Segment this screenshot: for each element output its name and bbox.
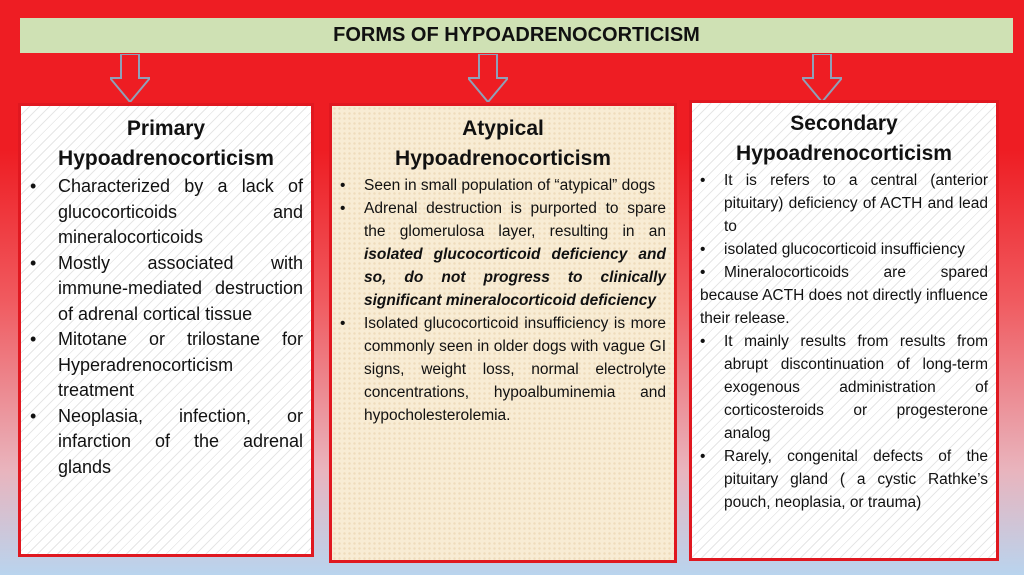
- list-item: • Rarely, congenital defects of the pituitary gland ( a cystic Rathke’s pouch, neoplasia, or trauma): [700, 448, 988, 511]
- list-item: • Mitotane or trilostane for Hyperadrenocorticism treatment: [30, 329, 303, 400]
- primary-heading: Primary Hypoadrenocorticism: [58, 117, 274, 170]
- list-item: • Adrenal destruction is purported to spare the glomerulosa layer, resulting in an isolated glucocorticoid deficiency and so, do not progress to clinically significant mineralocorticoid deficiency: [340, 200, 666, 309]
- primary-box: [18, 103, 314, 557]
- list-item: • Mineralocorticoids are spared because ACTH does not directly influence their release.: [700, 264, 988, 327]
- list-item: • Seen in small population of “atypical” dogs: [340, 177, 656, 194]
- atypical-heading: Atypical Hypoadrenocorticism: [395, 117, 611, 170]
- secondary-box: [689, 100, 999, 561]
- page-title: FORMS OF HYPOADRENOCORTICISM: [333, 24, 700, 46]
- arrow-down-icon: [802, 54, 842, 102]
- primary-list: [30, 174, 303, 480]
- list-item: • Neoplasia, infection, or infarction of the adrenal glands: [30, 405, 303, 477]
- atypical-list: [340, 174, 666, 427]
- arrow-down-icon: [110, 54, 150, 102]
- atypical-box: [329, 103, 677, 563]
- arrow-down-icon: [468, 54, 508, 102]
- title-bar: [20, 18, 1013, 53]
- list-item: • It is refers to a central (anterior pituitary) deficiency of ACTH and lead to: [700, 172, 988, 235]
- list-item: • It mainly results from results from abrupt discontinuation of long-term exogenous administration of corticosteroids or progesterone analog: [700, 333, 988, 442]
- list-item: • isolated glucocorticoid insufficiency: [700, 241, 965, 258]
- list-item: • Mostly associated with immune-mediated destruction of adrenal cortical tissue: [30, 252, 303, 324]
- list-item: • Isolated glucocorticoid insufficiency is more commonly seen in older dogs with vague GI signs, weight loss, normal electrolyte concentrations, hypoalbuminemia and hypocholesterolemia.: [340, 315, 666, 424]
- secondary-list: [700, 169, 988, 514]
- secondary-heading: Secondary Hypoadrenocorticism: [736, 112, 952, 165]
- list-item: • Characterized by a lack of glucocorticoids and mineralocorticoids: [30, 176, 303, 247]
